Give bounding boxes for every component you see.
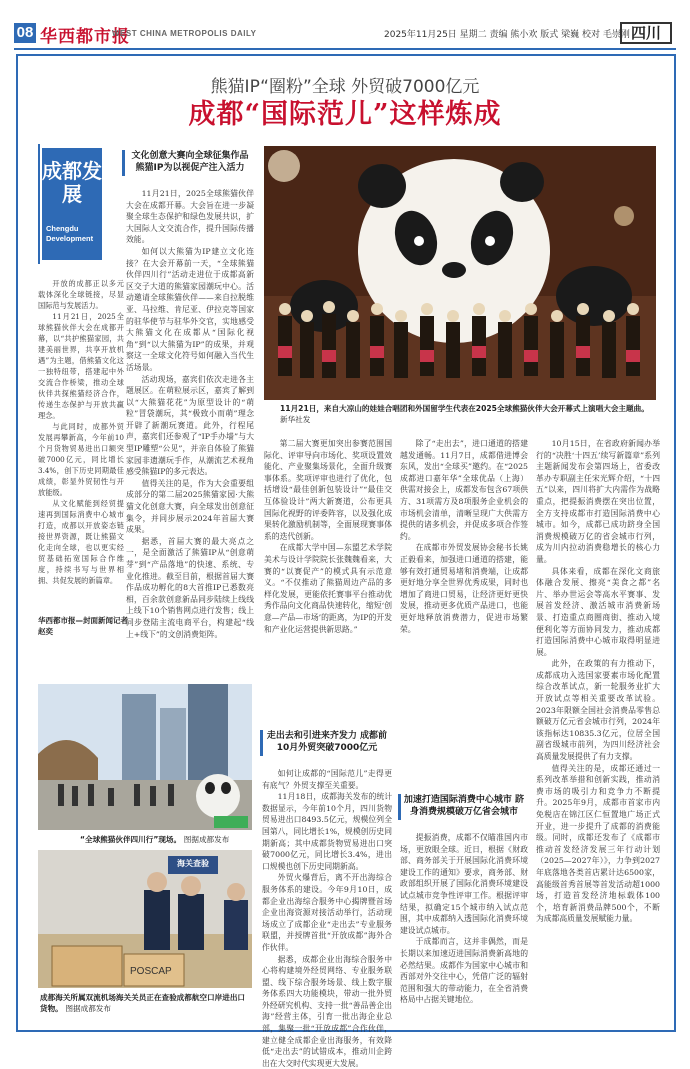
lead-paragraph: 从文化赋能到经贸提速再到国际消费中心城市打造，成都以开放姿态链接世界资源，既让熊猫文化走向全球，也以更实经贸基础拓宽国际合作维度，持续书写与世界相拥、共促发展的新篇章。 [38, 498, 124, 586]
header-rule [14, 48, 676, 50]
lead-paragraph: 与此同时，成都外贸发展再攀新高，今年前10个月货物贸易进出口额突破7000亿元，同比增长3.4%，创下历史同期最佳成绩，彰显外贸韧性与开放能级。 [38, 421, 124, 498]
newspaper-brand-en: WEST CHINA METROPOLIS DAILY [112, 29, 256, 38]
article-paragraph: 值得关注的是，成都还通过一系列改革举措和创新实践，推动消费市场的吸引力和竞争力不断提升。2025年9月，成都市首家市内免税店在锦江区仁恒置地广场正式开业，进一步提升了成都的消费能级。同时，成都还发布了《成都市推动首发经济发展三年行动计划（2025—2027年）》，力争到2027年底落地各类首店累计达6500家，高能级首秀首展等首发活动超1000场，打造首发经济地标载体100个，培育新消费品牌500个，不断为成都高质量发展赋能力量。 [536, 763, 660, 925]
photo-3-caption-text: 成都海关所属双流机场海关关员正在查验成都航空口岸进出口货物。 [40, 993, 245, 1013]
article-paragraph: 除了“走出去”，进口通道的搭建越发通畅。11月7日，成都借进博会东风，发出“全球买”邀约。在“2025成都进口嘉年华”全球优品（上海）供需对接会上，成都发布包含67项供方、31项需方及8项服务企业机会的市场机会清单，清晰呈现广大供需方提供的诸多机会，并促成多项合作签约。 [400, 438, 528, 542]
box-label: POSCAP [130, 966, 172, 977]
section-label: 四川 [620, 22, 672, 44]
article-consumption-body [400, 832, 528, 1030]
article-paragraph: 外贸火爆背后，离不开出海综合服务体系的建设。今年9月10日，成都企业出海综合服务中心揭牌暨首场企业出海资源对接活动举行，活动现场成立了成都企业“走出去”专业服务联盟，并授牌首批“开放成都”海外合作伙伴。 [262, 872, 392, 953]
main-photo-caption-text: 11月21日，来自大凉山的娃娃合唱团和外国留学生代表在2025全球熊猫伙伴大会开幕式上演唱大会主题曲。 [280, 404, 649, 413]
lead-paragraph: 开放的成都正以多元载体深化全球链接，尽显国际范与发展活力。 [38, 278, 124, 311]
article-trade-continued [400, 438, 528, 792]
main-headline: 成都“国际范儿”这样炼成 [0, 92, 690, 131]
article-trade-body [262, 768, 392, 1030]
article-paragraph: 如何让成都的“国际范儿”走得更有底气？外贸支撑至关重要。 [262, 768, 392, 791]
article-paragraph: 10月15日，在省政府新闻办举行的“决胜‘十四五’续写新篇章”系列主题新闻发布会第四场上，省委改革办专职副主任宋光辉介绍，“十四五”以来，四川将扩大内需作为战略重点，把提振消费摆在突出位置，全方支持成都市打造国际消费中心城市。如今，成都已成功跻身全国消费规模破万亿的省会城市行列，成为川内拉动消费稳增长的核心力量。 [536, 438, 660, 566]
subhead-foreign-trade: 走出去和引进来齐发力 成都前10月外贸突破7000亿元 [262, 730, 392, 754]
subhead-consumption-center: 加速打造国际消费中心城市 跻身消费规模破万亿省会城市 [400, 794, 528, 818]
main-photo-panda-choir [264, 146, 656, 400]
article-paragraph: 提振消费，成都不仅瞄准国内市场，更放眼全球。近日，根据《财政部、商务部关于开展国际化消费环境建设工作的通知》要求，商务部、财政部组织开展了国际化消费环境建设试点城市竞争性评审工作。根据评审结果，拟确定15个城市纳入试点范围，其中成都纳入透国际化消费环境建设试点城市。 [400, 832, 528, 936]
photo-3-caption [40, 992, 252, 1014]
page-number: 08 [14, 23, 36, 43]
newspaper-brand: 华西都市报 [40, 22, 130, 47]
lead-paragraph: 11月21日，2025全球熊猫伙伴大会在成都开幕，以“共护熊猫家园，共建美丽世界，共享开放机遇”为主题，借熊猫文化这一独特纽带，搭建起中外交流合作桥梁，推动全球伙伴共探熊猫经济合作，传递生态保护与开放共赢理念。 [38, 311, 124, 421]
article-paragraph: 在成都市外贸发展协会秘书长姚正毅看来，加强进口通道的搭建，能够有效打通贸易堵和消费端，让成都更好地分享全世界优秀成果，同时也增加了商进口贸易，让经济更好更快发展，推动更多优质产品进口，也能更好地释放消费潜力，促进市场繁荣。 [400, 542, 528, 635]
article-paragraph: 在成都大学中国—东盟艺术学院美术与设计学院院长张魏魏看来，大赛的“以赛促产”的模式具有示范意义。“不仅推动了熊猫周边产品的多样化发展，更能依托赛事平台推动优秀作品向文化商品快速转化，缩短‘创意—产品—市场’的距离，为IP的开发和产业化运营提供新思路。” [264, 542, 392, 635]
photo-3-credit: 图据成都发布 [65, 1004, 111, 1013]
article-culture-body [126, 188, 254, 726]
photo-customs-inspection [38, 850, 252, 988]
customs-sign: 海关查验 [170, 858, 216, 869]
article-paragraph: 具体来看，成都在深化文商旅体融合发展、擦亮“美食之都”名片、举办世运会等高水平赛事、发展首发经济、激活城市消费新场景、打造重点商圈商街、推动入境便利化等方面协同发力，推动成都打造国际消费中心城市取得明显进展。 [536, 566, 660, 659]
subhead-culture-contest: 文化创意大赛向全球征集作品 熊猫IP为以视促产注入活力 [126, 150, 254, 174]
column-badge [42, 148, 102, 260]
article-consumption-continued [536, 438, 660, 1030]
article-paragraph: 此外，在政策的有力推动下，成都成功入选国家要素市场化配置综合改革试点，新一轮服务业扩大开放试点等相关重要改革试验。2023年限额全国社会消费品零售总额破万亿元省会城市行列，2024年该指标达10835.3亿元，位居全国副省级城市前列，为四川经济社会高质量发展提供了有力支撑。 [536, 658, 660, 762]
subhead-accent-bar [122, 150, 125, 176]
photo-2-credit: 图据成都发布 [184, 835, 230, 844]
photo-2-caption [80, 834, 250, 845]
article-paragraph: 活动现场，嘉宾们依次走进各主题展区。在萌粒展示区，嘉宾了解到以“大熊猫花花”为原型设计的“萌粒”冒袋潮玩，其“极致小而萌”理念开辟了新潮玩赛道。此外，行程尾声，嘉宾们还参观了“IP手办墙”与大型IP雕塑“公见”，并亲自体验了熊猫家园非遗潮玩手作，从潮流艺术视角感受熊猫IP的多元表达。 [126, 374, 254, 478]
article-paragraph: 11月18日，成都海关发布的统计数据显示，今年前10个月，四川货物贸易进出口8493.5亿元，规模位列全国第八，同比增长1%，规模创历史同期新高；其中成都货物贸易进出口突破7000亿元，同比增长3.4%，进出口规模也创下历史同期新高。 [262, 791, 392, 872]
article-paragraph: 第二届大赛更加突出参赛范围国际化、评审导向市场化、奖项设置效能化、产业聚集场景化，全面升级赛事体系。奖项评审也进行了优化，包括增设“最佳创新包装设计”“最佳交互体验设计”两大新赛道，公布更具国际化视野的评委阵容，以及强化成果转化激励机制等，全面展现赛事体系的迭代创新。 [264, 438, 392, 542]
article-paragraph: 据悉，成都企业出海综合服务中心将构建境外经贸网络、专业服务联盟、线下综合服务场景、线上数字服务体系四大功能模块，带动一批外贸外经研究机构、支持一批“善品善企出海”经营主体，引育一批出海企业总部，集聚一批“开放成都”合作伙伴，建立健全成都企业出海服务，有效降低“走出去”的试错成本，推动川企跨出在大交时代实现更大发展。 [262, 954, 392, 1069]
panda-stage-illustration [264, 146, 656, 400]
article-culture-continued [264, 438, 392, 728]
main-photo-credit: 新华社发 [280, 415, 310, 424]
article-paragraph: 于成都而言，这并非偶然，而是长期以来加速迈进国际消费新高地的必然结果。成都作为国家中心城市和西部对外交往中心，凭借广泛的辐射范围和强大的带动能力，在全省消费格局中占据关键地位。 [400, 936, 528, 1006]
column-badge-en: Chengdu Development [46, 224, 102, 244]
article-paragraph: 据悉，首届大赛的最大亮点之一，是全面激活了熊猫IP从“创意萌芽”到“产品落地”的快速、系统、专业化推进。截至目前，根据首届大赛作品成功孵化的8大首推IP已悉数亮相，百余款创意新品同步陆续上线线上线下10个销售网点进行发售；线上同步登陆主流电商平台，构建起“线上+线下”的文创消费矩阵。 [126, 536, 254, 640]
photo-2-caption-text: “全球熊猫伙伴四川行”现场。 [80, 835, 181, 844]
article-paragraph: 11月21日，2025全球熊猫伙伴大会在成都开幕。大会旨在进一步凝聚全球生态保护和绿色发展共识，扩大国际人文交流合作，提升国际传播效能。 [126, 188, 254, 246]
article-paragraph: 如何以大熊猫为IP建立文化连接？在大会开幕前一天，“全球熊猫伙伴四川行”活动走进位于成都高新区交子大道的熊猫家园潮玩中心。活动邀请全球熊猫伙伴——来自拉脱维亚、马拉维、肯尼亚、伊拉克等国家的驻华使节与驻华外交官，实地感受大熊猫文化在成都从“国际化视角”到“以大熊猫为IP”的成果，并观察这一全球文化符号如何融入当代生活场景。 [126, 246, 254, 374]
main-photo-caption [280, 403, 656, 425]
page-header [0, 0, 690, 52]
kicker-title: 熊猫IP“圈粉”全球 外贸破7000亿元 [0, 72, 690, 97]
badge-side-bar [38, 144, 40, 264]
article-paragraph: 值得关注的是，作为大会重要组成部分的第二届2025熊猫家园·大熊猫文化创意大赛，向全球发出创意征集令，并同步展示2024年首届大赛成果。 [126, 478, 254, 536]
dateline: 2025年11月25日 星期二 责编 熊小欢 版式 梁巍 校对 毛崇刚 [384, 27, 630, 40]
lead-summary [38, 278, 124, 608]
column-badge-zh: 成都发展 [42, 160, 102, 206]
customs-warehouse-illustration [38, 850, 252, 988]
reporter-credit: 华西都市报—封面新闻记者 赵奕 [38, 615, 128, 637]
